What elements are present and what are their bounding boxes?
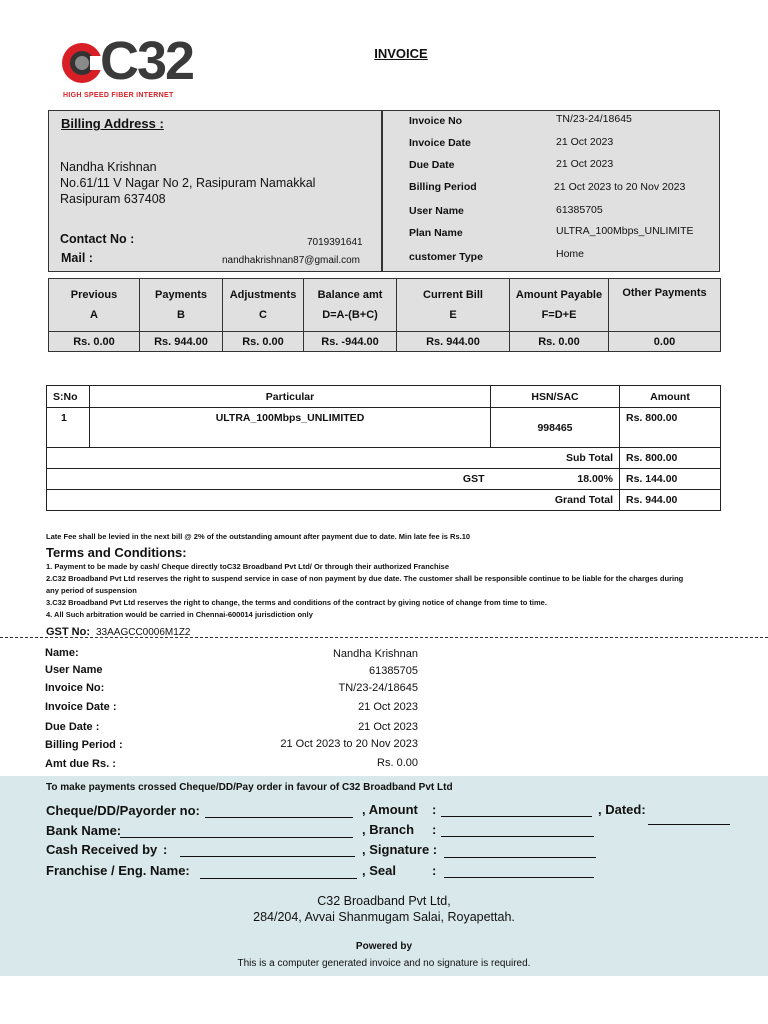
term-1: 1. Payment to be made by cash/ Cheque directly toC32 Broadband Pvt Ltd/ Or through their authorized Franchise bbox=[46, 562, 449, 571]
summary-table bbox=[48, 278, 721, 352]
summary-value: 0.00 bbox=[609, 332, 721, 352]
billing-heading: Billing Address : bbox=[61, 116, 164, 131]
mail-label: Mail : bbox=[61, 251, 93, 265]
summary-value: Rs. -944.00 bbox=[304, 332, 397, 352]
bank-name-field[interactable] bbox=[120, 837, 353, 838]
summary-formula: F=D+E bbox=[541, 309, 577, 321]
branch-field[interactable] bbox=[441, 836, 594, 837]
summary-value: Rs. 944.00 bbox=[397, 332, 510, 352]
user-name-label: User Name bbox=[409, 205, 464, 217]
due-date-value: 21 Oct 2023 bbox=[556, 158, 614, 170]
payslip-label: Amt due Rs. : bbox=[45, 758, 116, 770]
logo-wordmark: C32 bbox=[100, 31, 194, 91]
company-address: 284/204, Avvai Shanmugam Salai, Royapettah. bbox=[253, 910, 515, 924]
franchise-field[interactable] bbox=[200, 878, 357, 879]
dated-field[interactable] bbox=[648, 824, 730, 825]
payslip-label: Invoice No: bbox=[45, 682, 105, 694]
term-2-cont: any period of suspension bbox=[46, 586, 137, 595]
summary-title: Previous bbox=[70, 289, 118, 301]
billing-period-label: Billing Period bbox=[409, 181, 477, 193]
summary-value: Rs. 0.00 bbox=[510, 332, 609, 352]
gst-label: GST bbox=[47, 469, 491, 490]
invoice-no-value: TN/23-24/18645 bbox=[556, 113, 632, 125]
payslip-value: Nandha Krishnan bbox=[332, 648, 418, 660]
item-hsn: 998465 bbox=[491, 408, 620, 448]
summary-col-adjustments bbox=[223, 279, 304, 332]
contact-value: 7019391641 bbox=[307, 237, 363, 248]
subtotal-label: Sub Total bbox=[47, 448, 620, 469]
items-header-hsn: HSN/SAC bbox=[491, 386, 620, 408]
summary-col-payments bbox=[140, 279, 223, 332]
bank-name-label: Bank Name: bbox=[46, 823, 122, 838]
items-table bbox=[46, 385, 721, 511]
summary-title: Other Payments bbox=[622, 287, 707, 299]
dated-label: , Dated: bbox=[598, 802, 646, 817]
branch-colon: : bbox=[432, 822, 437, 837]
payslip-value: Rs. 0.00 bbox=[377, 757, 418, 769]
summary-title: Amount Payable bbox=[515, 289, 603, 301]
summary-formula: E bbox=[449, 309, 457, 321]
grand-total-value: Rs. 944.00 bbox=[620, 490, 721, 511]
items-header-amount: Amount bbox=[620, 386, 721, 408]
footer-note: This is a computer generated invoice and no signature is required. bbox=[237, 958, 531, 969]
payslip-value: 61385705 bbox=[369, 665, 418, 677]
summary-formula: A bbox=[90, 309, 98, 321]
address-line-2: Rasipuram 637408 bbox=[60, 192, 166, 206]
customer-type-label: customer Type bbox=[409, 251, 483, 263]
payment-instruction: To make payments crossed Cheque/DD/Pay order in favour of C32 Broadband Pvt Ltd bbox=[46, 782, 453, 793]
cheque-label: Cheque/DD/Payorder no: bbox=[46, 803, 200, 818]
summary-title: Current Bill bbox=[423, 289, 483, 301]
payslip-value: 21 Oct 2023 bbox=[358, 701, 418, 713]
customer-name: Nandha Krishnan bbox=[60, 160, 157, 174]
terms-heading: Terms and Conditions: bbox=[46, 545, 187, 560]
billing-period-value: 21 Oct 2023 to 20 Nov 2023 bbox=[554, 181, 686, 193]
page-title: INVOICE bbox=[374, 46, 428, 61]
cash-received-field[interactable] bbox=[180, 856, 355, 857]
summary-col-amount-payable bbox=[510, 279, 609, 332]
subtotal-value: Rs. 800.00 bbox=[620, 448, 721, 469]
gst-no-label: GST No: bbox=[46, 626, 90, 638]
item-amount: Rs. 800.00 bbox=[620, 408, 721, 448]
seal-field[interactable] bbox=[444, 877, 594, 878]
payslip-value: 21 Oct 2023 to 20 Nov 2023 bbox=[280, 738, 418, 750]
payslip-value: 21 Oct 2023 bbox=[358, 721, 418, 733]
term-3: 3.C32 Broadband Pvt Ltd reserves the right to change, the terms and conditions of the contract by giving notice of change from time to time. bbox=[46, 598, 547, 607]
summary-title: Balance amt bbox=[317, 289, 383, 301]
seal-label: , Seal bbox=[362, 863, 396, 878]
cut-line-divider bbox=[0, 637, 768, 638]
summary-value: Rs. 0.00 bbox=[223, 332, 304, 352]
contact-label: Contact No : bbox=[60, 232, 135, 246]
gst-value: Rs. 144.00 bbox=[620, 469, 721, 490]
amount-colon: : bbox=[432, 802, 437, 817]
items-header-particular: Particular bbox=[90, 386, 491, 408]
plan-name-label: Plan Name bbox=[409, 227, 463, 239]
billing-divider bbox=[381, 110, 383, 272]
summary-col-balance bbox=[304, 279, 397, 332]
payslip-label: Name: bbox=[45, 647, 79, 659]
payslip-label: Invoice Date : bbox=[45, 701, 117, 713]
branch-label: , Branch bbox=[362, 822, 415, 837]
cheque-field[interactable] bbox=[205, 817, 353, 818]
table-row bbox=[47, 408, 721, 448]
seal-colon: : bbox=[432, 863, 437, 878]
summary-col-previous bbox=[49, 279, 140, 332]
cash-received-colon: : bbox=[163, 842, 168, 857]
summary-value: Rs. 944.00 bbox=[140, 332, 223, 352]
payslip-label: Due Date : bbox=[45, 721, 100, 733]
customer-type-value: Home bbox=[556, 248, 585, 260]
summary-formula: B bbox=[177, 309, 185, 321]
term-2: 2.C32 Broadband Pvt Ltd reserves the right to suspend service in case of non payment by due date. The customer shall be responsible continue to be liable for the charges during bbox=[46, 574, 684, 583]
company-name: C32 Broadband Pvt Ltd, bbox=[317, 894, 451, 908]
invoice-no-label: Invoice No bbox=[409, 115, 463, 127]
amount-field[interactable] bbox=[441, 816, 592, 817]
summary-title: Adjustments bbox=[229, 289, 297, 301]
summary-formula: C bbox=[259, 309, 267, 321]
payslip-label: User Name bbox=[45, 664, 103, 676]
signature-label: , Signature : bbox=[362, 842, 438, 857]
summary-title: Payments bbox=[155, 289, 207, 301]
logo-tagline: HIGH SPEED FIBER INTERNET bbox=[63, 92, 174, 99]
summary-col-other-payments bbox=[609, 279, 721, 332]
gst-rate: 18.00% bbox=[491, 469, 620, 490]
powered-by: Powered by bbox=[355, 941, 413, 952]
summary-value: Rs. 0.00 bbox=[49, 332, 140, 352]
user-name-value: 61385705 bbox=[556, 204, 603, 216]
signature-field[interactable] bbox=[444, 857, 596, 858]
franchise-label: Franchise / Eng. Name: bbox=[46, 863, 190, 878]
gst-no-value: 33AAGCC0006M1Z2 bbox=[96, 627, 191, 638]
late-fee-note: Late Fee shall be levied in the next bill @ 2% of the outstanding amount after payment due to date. Min late fee is Rs.10 bbox=[46, 532, 471, 541]
payslip-value: TN/23-24/18645 bbox=[338, 682, 418, 694]
invoice-date-label: Invoice Date bbox=[409, 137, 471, 149]
mail-value: nandhakrishnan87@gmail.com bbox=[222, 255, 361, 266]
invoice-date-value: 21 Oct 2023 bbox=[556, 136, 614, 148]
grand-total-label: Grand Total bbox=[47, 490, 620, 511]
item-particular: ULTRA_100Mbps_UNLIMITED bbox=[90, 408, 491, 448]
address-line-1: No.61/11 V Nagar No 2, Rasipuram Namakkal bbox=[60, 176, 316, 190]
plan-name-value: ULTRA_100Mbps_UNLIMITE bbox=[556, 225, 694, 237]
due-date-label: Due Date bbox=[409, 159, 455, 171]
summary-col-current-bill bbox=[397, 279, 510, 332]
amount-label: , Amount bbox=[362, 802, 418, 817]
term-4: 4. All Such arbitration would be carried in Chennai-600014 jurisdiction only bbox=[46, 610, 313, 619]
item-sno: 1 bbox=[47, 408, 90, 448]
summary-formula: D=A-(B+C) bbox=[322, 309, 378, 321]
payslip-label: Billing Period : bbox=[45, 739, 123, 751]
cash-received-label: Cash Received by bbox=[46, 842, 158, 857]
items-header-sno: S:No bbox=[47, 386, 90, 408]
